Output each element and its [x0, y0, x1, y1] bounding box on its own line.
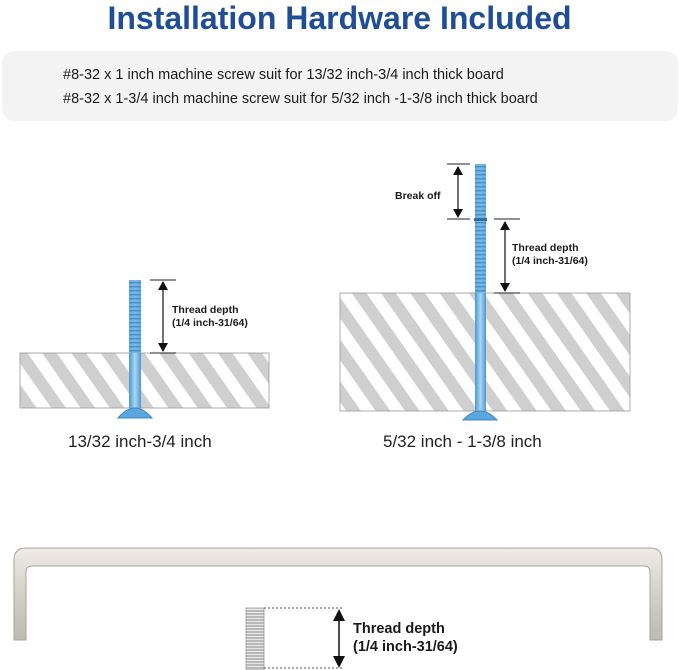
right-caption: 5/32 inch - 1-3/8 inch: [383, 432, 542, 451]
handle-bar-diagram: [14, 548, 662, 670]
left-board: [20, 353, 269, 408]
handle-bar: [14, 548, 662, 640]
right-thread-label: Thread depth (1/4 inch-31/64): [512, 242, 588, 267]
left-board-diagram: [20, 280, 269, 418]
right-screw-head: [463, 411, 497, 420]
page-title: Installation Hardware Included: [107, 0, 572, 36]
handle-thread: [246, 608, 264, 670]
left-thread-label: Thread depth (1/4 inch-31/64): [172, 304, 248, 329]
handle-thread-label: Thread depth (1/4 inch-31/64): [353, 621, 458, 655]
right-board-diagram: [340, 164, 630, 420]
left-caption: 13/32 inch-3/4 inch: [68, 432, 212, 451]
spec-line-long-screw: #8-32 x 1-3/4 inch machine screw suit for 5/32 inch -1-3/8 inch thick board: [63, 91, 538, 107]
right-break-label: Break off: [395, 190, 441, 202]
spec-line-short-screw: #8-32 x 1 inch machine screw suit for 13/32 inch-3/4 inch thick board: [63, 67, 504, 83]
left-screw-head: [118, 408, 152, 418]
